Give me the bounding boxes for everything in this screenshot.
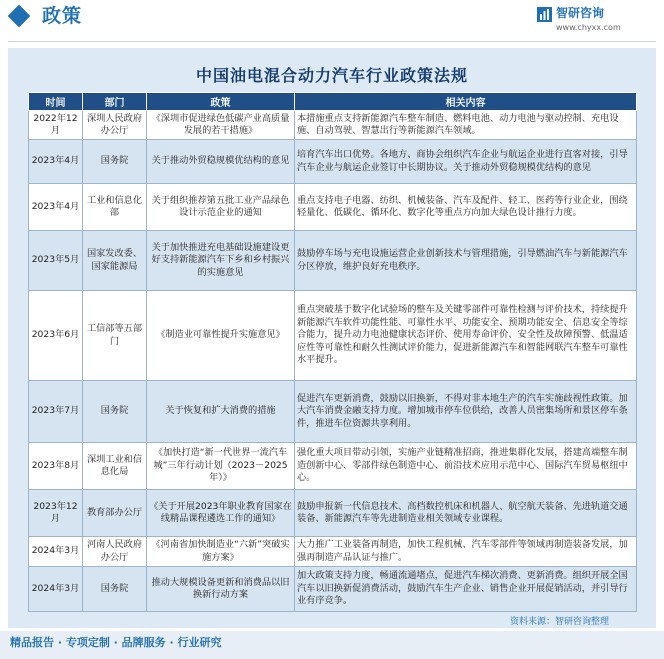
- cell-policy: 关于恢复和扩大消费的措施: [147, 381, 295, 443]
- table-row: [29, 111, 637, 140]
- cell-time: 2024年3月: [29, 537, 83, 567]
- column-header-dept: 部门: [83, 93, 147, 111]
- cell-content: 培育汽车出口优势。各地方、商协会组织汽车企业与航运企业进行直客对接，引导汽车企业与航运企业签订中长期协议。关于推动外贸稳规模优结构的意见: [295, 140, 637, 184]
- table-row: [29, 381, 637, 443]
- cell-time: 2023年7月: [29, 381, 83, 443]
- cell-dept: 教育部办公厅: [83, 490, 147, 537]
- cell-dept: 深圳工业和信息化局: [83, 443, 147, 490]
- cell-dept: 河南人民政府办公厅: [83, 537, 147, 567]
- section-title: 政策: [42, 5, 83, 27]
- cell-content: 强化重大项目带动引领，实施产业链精准招商，推进集群化发展，搭建高端整车制造创新中心、零部件绿色制造中心、前沿技术应用示范中心、国际汽车贸易枢纽中心。: [295, 443, 637, 490]
- cell-policy: 《制造业可靠性提升实施意见》: [147, 291, 295, 381]
- cell-dept: 国务院: [83, 381, 147, 443]
- cell-dept: 工业和信息化部: [83, 184, 147, 231]
- cell-time: 2023年4月: [29, 140, 83, 184]
- cell-dept: 工信部等五部门: [83, 291, 147, 381]
- cell-content: 重点支持电子电器、纺织、机械装备、汽车及配件、轻工、医药等行业企业，围绕轻量化、低碳化、循环化、数字化等重点方向加大绿色设计推行力度。: [295, 184, 637, 231]
- diamond-icon: [8, 5, 31, 28]
- table-row: [29, 291, 637, 381]
- cell-content: 本措施重点支持新能源汽车整车制造、燃料电池、动力电池与驱动控制、充电设施、自动驾驶、智慧出行等新能源汽车领域。: [295, 111, 637, 140]
- logo-url[interactable]: www.chyxx.com: [556, 23, 621, 32]
- table-header-row: [29, 93, 637, 111]
- header-divider: [8, 41, 656, 42]
- cell-policy: 关于加快推进充电基础设施建设更好支持新能源汽车下乡和乡村振兴的实施意见: [147, 231, 295, 291]
- cell-time: 2023年8月: [29, 443, 83, 490]
- cell-policy: 推动大规模设备更新和消费品以旧换新行动方案: [147, 567, 295, 612]
- column-header-policy: 政策: [147, 93, 295, 111]
- cell-dept: 国务院: [83, 140, 147, 184]
- source-note: 资料来源：智研咨询整理: [510, 617, 610, 627]
- policy-table: [28, 92, 637, 612]
- cell-policy: 关于组织推荐第五批工业产品绿色设计示范企业的通知: [147, 184, 295, 231]
- cell-policy: 《河南省加快制造业“六新”突破实施方案》: [147, 537, 295, 567]
- table-title: 中国油电混合动力汽车行业政策法规: [195, 66, 468, 85]
- cell-content: 重点突破基于数字化试验场的整车及关键零部件可靠性检测与评价技术，持续提升新能源汽车软件功能性能、可靠性水平、功能安全、预期功能安全、信息安全等综合能力，提升动力电池健康状态评价、使用寿命评价、安全性及故障预警、低温适应性等可靠性和耐久性测试评价能力，促进新能源汽车和智能网联汽车整车可靠性水平提升。: [295, 291, 637, 381]
- cell-content: 促进汽车更新消费，鼓励以旧换新，不得对非本地生产的汽车实施歧视性政策。加大汽车消费金融支持力度。增加城市停车位供给，改善人员密集场所和景区停车条件，推进车位资源共享利用。: [295, 381, 637, 443]
- logo-icon: [537, 7, 552, 22]
- cell-time: 2023年4月: [29, 184, 83, 231]
- table-row: [29, 567, 637, 612]
- cell-policy: 《关于开展2023年职业教育国家在线精品课程遴选工作的通知》: [147, 490, 295, 537]
- cell-time: 2022年12月: [29, 111, 83, 140]
- table-row: [29, 184, 637, 231]
- cell-content: 加大政策支持力度，畅通流通堵点，促进汽车梯次消费、更新消费。组织开展全国汽车以旧换新促消费活动，鼓励汽车生产企业、销售企业开展促销活动，并引导行业有序竞争。: [295, 567, 637, 612]
- cell-policy: 《深圳市促进绿色低碳产业高质量发展的若干措施》: [147, 111, 295, 140]
- table-row: [29, 537, 637, 567]
- cell-time: 2023年6月: [29, 291, 83, 381]
- table-row: [29, 231, 637, 291]
- cell-policy: 《加快打造“新一代世界一流汽车城”三年行动计划（2023－2025年）》: [147, 443, 295, 490]
- cell-content: 大力推广工业装备再制造，加快工程机械、汽车零部件等领域再制造装备发展，加强再制造产品认证与推广。: [295, 537, 637, 567]
- logo-name: 智研咨询: [556, 6, 605, 20]
- cell-time: 2024年3月: [29, 567, 83, 612]
- column-header-content: 相关内容: [295, 93, 637, 111]
- cell-content: 鼓励停车场与充电设施运营企业创新技术与管理措施，引导燃油汽车与新能源汽车分区停放，维护良好充电秩序。: [295, 231, 637, 291]
- cell-dept: 深圳人民政府办公厅: [83, 111, 147, 140]
- table-row: [29, 490, 637, 537]
- cell-policy: 关于推动外贸稳规模优结构的意见: [147, 140, 295, 184]
- cell-content: 鼓励申报新一代信息技术、高档数控机床和机器人、航空航天装备、先进轨道交通装备、新能源汽车等先进制造业相关领域专业课程。: [295, 490, 637, 537]
- cell-time: 2023年5月: [29, 231, 83, 291]
- footer-slogan: 精品报告 · 专项定制 · 品牌服务 · 行业研究: [10, 636, 222, 649]
- header-bar: [0, 0, 664, 44]
- table-row: [29, 140, 637, 184]
- column-header-time: 时间: [29, 93, 83, 111]
- cell-dept: 国家发改委、国家能源局: [83, 231, 147, 291]
- cell-time: 2023年12月: [29, 490, 83, 537]
- cell-dept: 国务院: [83, 567, 147, 612]
- table-row: [29, 443, 637, 490]
